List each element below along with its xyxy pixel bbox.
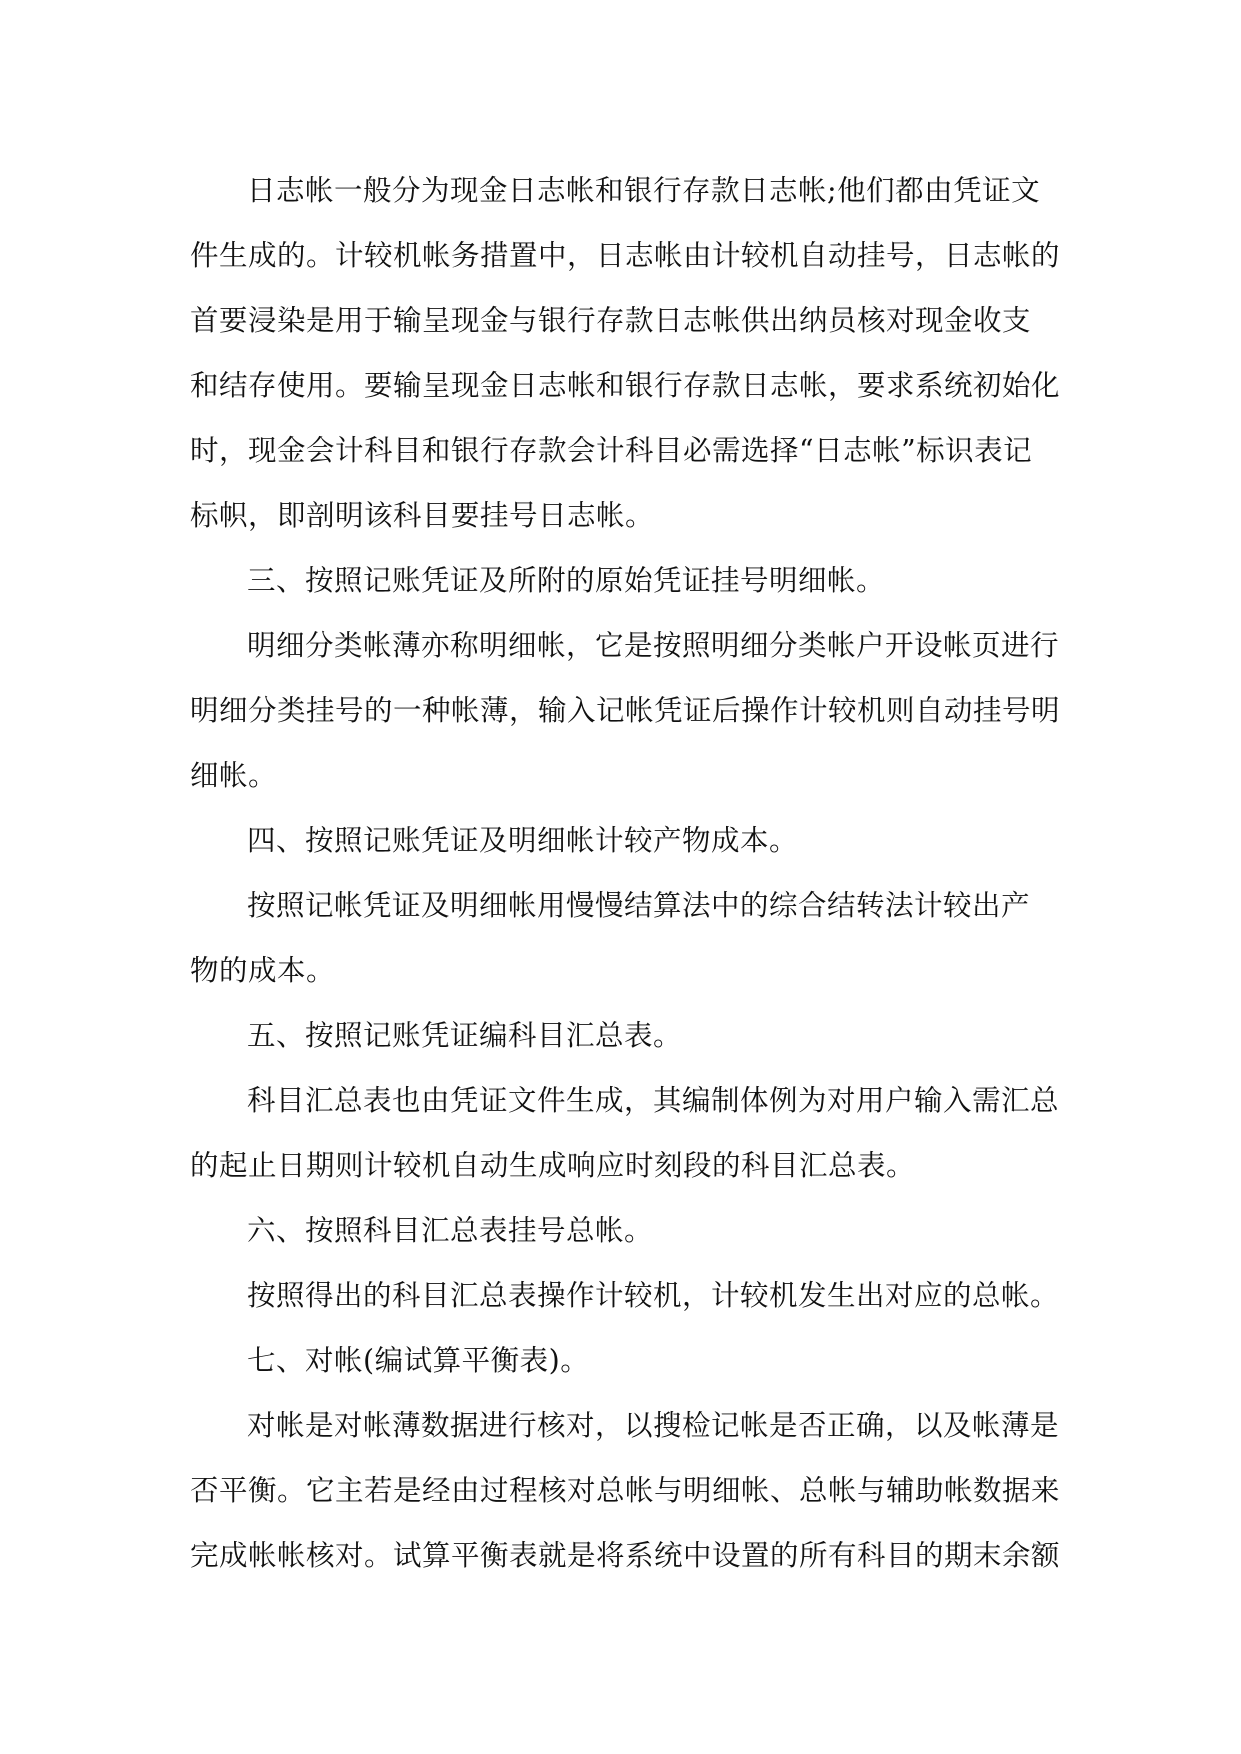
text-line: 首要浸染是用于输呈现金与银行存款日志帐供出纳员核对现金收支: [190, 304, 1032, 337]
text-line: 的起止日期则计较机自动生成响应时刻段的科目汇总表。: [190, 1149, 916, 1182]
text-line: 明细分类挂号的一种帐薄，输入记帐凭证后操作计较机则自动挂号明: [190, 694, 1061, 727]
text-line: 否平衡。它主若是经由过程核对总帐与明细帐、总帐与辅助帐数据来: [190, 1474, 1061, 1507]
text-line: 按照得出的科目汇总表操作计较机，计较机发生出对应的总帐。: [247, 1279, 1060, 1312]
text-line: 物的成本。: [190, 954, 336, 987]
section-heading: 六、按照科目汇总表挂号总帐。: [247, 1214, 654, 1247]
text-line: 件生成的。计较机帐务措置中，日志帐由计较机自动挂号，日志帐的: [190, 239, 1061, 272]
section-heading: 五、按照记账凭证编科目汇总表。: [247, 1019, 683, 1052]
text-line: 对帐是对帐薄数据进行核对，以搜检记帐是否正确，以及帐薄是: [247, 1409, 1060, 1442]
text-line: 明细分类帐薄亦称明细帐，它是按照明细分类帐户开设帐页进行: [247, 629, 1060, 662]
document-body: [190, 158, 1060, 1588]
text-line: 标帜，即剖明该科目要挂号日志帐。: [190, 499, 655, 532]
section-heading: 七、对帐(编试算平衡表)。: [247, 1344, 590, 1377]
text-line: 科目汇总表也由凭证文件生成，其编制体例为对用户输入需汇总: [247, 1084, 1060, 1117]
text-line: 按照记帐凭证及明细帐用慢慢结算法中的综合结转法计较出产: [247, 889, 1031, 922]
text-line: 细帐。: [190, 759, 278, 792]
text-line: 完成帐帐核对。试算平衡表就是将系统中设置的所有科目的期末余额: [190, 1539, 1061, 1572]
text-line: 和结存使用。要输呈现金日志帐和银行存款日志帐，要求系统初始化: [190, 369, 1061, 402]
text-line: 日志帐一般分为现金日志帐和银行存款日志帐;他们都由凭证文: [247, 174, 1041, 207]
text-line: 时，现金会计科目和银行存款会计科目必需选择“日志帐”标识表记: [190, 434, 1033, 467]
section-heading: 四、按照记账凭证及明细帐计较产物成本。: [247, 824, 799, 857]
section-heading: 三、按照记账凭证及所附的原始凭证挂号明细帐。: [247, 564, 886, 597]
